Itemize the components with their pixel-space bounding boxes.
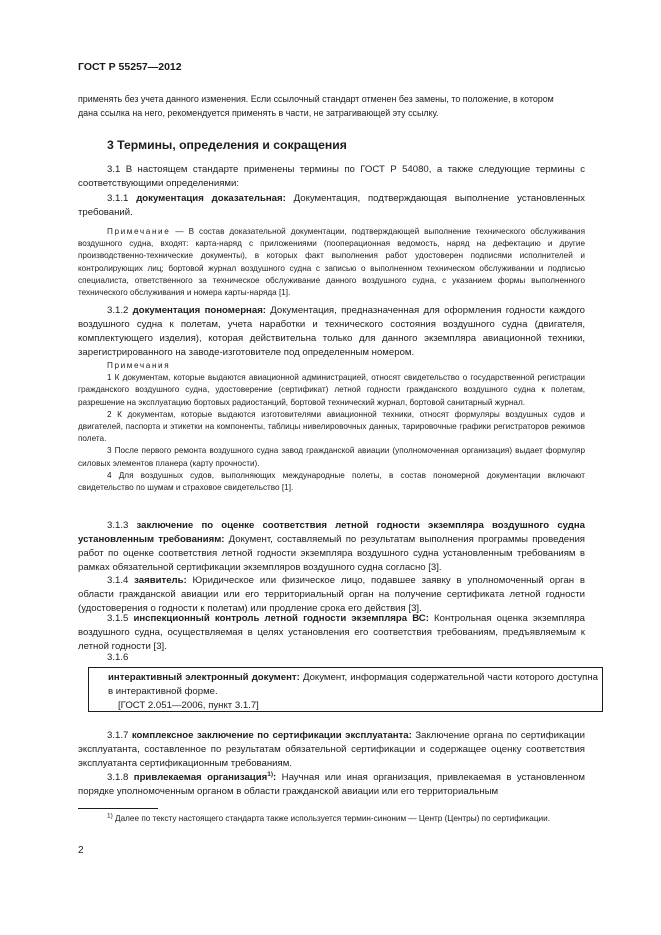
term-3-1-8 (78, 771, 585, 799)
term-name: интерактивный электронный документ: (108, 672, 300, 683)
term-colon: : (273, 772, 277, 783)
footnote-divider (78, 808, 158, 809)
term-3-1-6-number: 3.1.6 (107, 652, 129, 663)
note-item-3: 3 После первого ремонта воздушного судна завод гражданской авиации (уполномоченная организация) выдает формуляр силовых элементов планера (карту прочности). (78, 446, 585, 468)
footnote (78, 813, 585, 825)
term-definition: Документ, информация содержательной части которого доступна в интерактивной форме. (108, 672, 598, 697)
term-name: инспекционный контроль летной годности экземпляра ВС: (133, 613, 429, 624)
term-3-1-6-reference: [ГОСТ 2.051—2006, пункт 3.1.7] (118, 700, 259, 711)
term-3-1-1 (78, 192, 585, 220)
intro-line-2: дана ссылка на него, рекомендуется применять в части, не затрагивающей эту ссылку. (78, 108, 439, 118)
note-label: Примечание (107, 227, 171, 236)
term-3-1-7 (78, 729, 585, 771)
term-name: документация пономерная: (132, 305, 266, 316)
section-title: 3 Термины, определения и сокращения (107, 138, 347, 152)
term-3-1-2 (78, 304, 585, 360)
paragraph-3-1: 3.1 В настоящем стандарте применены термины по ГОСТ Р 54080, а также следующие термины с соответствующими определениями: (78, 164, 585, 189)
note-3-1-1 (78, 226, 585, 299)
note-item-4: 4 Для воздушных судов, выполняющих международные полеты, в состав пономерной документации включают свидетельство по шумам и страховое свидетельство [1]. (78, 470, 585, 493)
term-name: привлекаемая организация (133, 772, 268, 783)
term-name: заключение по оценке соответствия летной годности экземпляра воздушного судна установленным требованиям: (78, 520, 585, 545)
term-name: документация доказательная: (136, 193, 286, 204)
term-name: заявитель: (134, 575, 187, 586)
page-number: 2 (78, 845, 84, 856)
term-definition: Контрольная оценка экземпляра воздушного судна, осуществляемая в целях установления его соответствия требованиям, предъявляемым к летной годности [3]. (78, 613, 585, 652)
term-number: 3.1.2 (107, 305, 133, 316)
term-3-1-3 (78, 519, 585, 575)
notes-label: Примечания (107, 361, 171, 370)
term-definition: Юридическое или физическое лицо, подавшее заявку в уполномоченный орган в области гражданской авиации или его территориальный орган на получение сертификата летной годности (удостоверения о годности к полетам) или продление срока его действия [3]. (78, 575, 585, 614)
term-3-1-4 (78, 574, 585, 616)
term-number: 3.1.8 (107, 772, 134, 783)
footnote-reference: 1) (267, 770, 273, 778)
note-text: — В состав доказательной документации, подтверждающей выполнение технического обслуживания воздушного судна, входят: карта-наряд с приложениями (пооперационная ведомость, наряд на дефектацию и другие производственно-технические документы), в которых факт выполнения работ удостоверен подписями исполнителей и контролирующих лиц; бортовой журнал воздушного судна с записью о выполненном техническом обслуживании и подписью специалиста, ответственного за техническое обслуживание данного воздушного судна, с указанием формы выполненного технического обслуживания и номера карты-наряда [1]. (78, 227, 585, 298)
term-name: комплексное заключение по сертификации эксплуатанта: (131, 730, 412, 741)
term-number: 3.1.1 (107, 193, 137, 204)
term-3-1-6-frame (88, 667, 603, 712)
notes-3-1-2 (78, 360, 585, 494)
document-header: ГОСТ Р 55257—2012 (78, 61, 182, 73)
note-item-2: 2 К документам, которые выдаются изготовителями авиационной техники, относят формуляры воздушных судов и двигателей, паспорта и этикетки на компоненты, таблицы нивелировочных данных, тарировочные графики регистраторов режимов полета. (78, 409, 585, 444)
term-number: 3.1.3 (107, 520, 137, 531)
term-definition: Документация, предназначенная для оформления годности каждого воздушного судна к полетам, учета наработки и технического состояния воздушного судна (двигателя, комплектующего изделия), которая действительна только для данного экземпляра авиационной техники, зарегистрированного на заводе-изготовителе под определенным номером. (78, 305, 585, 358)
term-definition: Документ, составляемый по результатам выполнения программы проведения работ по оценке соответствия летной годности экземпляра воздушного судна установленным требованиям в рамках обязательной сертификации экземпляров воздушного судна согласно [3]. (78, 534, 585, 573)
term-number: 3.1.5 (107, 613, 134, 624)
note-item-1: 1 К документам, которые выдаются авиационной администрацией, относят свидетельство о государственной регистрации гражданского воздушного судна, удостоверение (сертификат) летной годности гражданского воздушного судна к полетам, разрешение на эксплуатацию бортовых радиостанций, бортовой технический журнал, бортовой санитарный журнал. (78, 373, 585, 407)
intro-line-1: применять без учета данного изменения. Если ссылочный стандарт отменен без замены, то положение, в котором (78, 94, 554, 104)
term-number: 3.1.4 (107, 575, 135, 586)
term-number: 3.1.7 (107, 730, 132, 741)
footnote-mark: 1) (107, 812, 113, 820)
term-3-1-6-content (108, 671, 598, 713)
term-3-1-6-definition (108, 671, 598, 699)
term-definition: Научная или иная организация, привлекаемая в установленном порядке уполномоченным органом в области гражданской авиации или его территориальным (78, 772, 585, 797)
footnote-text: Далее по тексту настоящего стандарта также используется термин-синоним — Центр (Центры) по сертификации. (112, 814, 550, 823)
term-definition: Заключение органа по сертификации эксплуатанта, составленное по результатам обязательной сертификации и содержащее оценку соответствия эксплуатанта сертификационным требованиям. (78, 730, 585, 769)
term-definition: Документация, подтверждающая выполнение установленных требований. (78, 193, 585, 218)
intro-paragraph (78, 92, 585, 120)
term-3-1-5 (78, 612, 585, 654)
